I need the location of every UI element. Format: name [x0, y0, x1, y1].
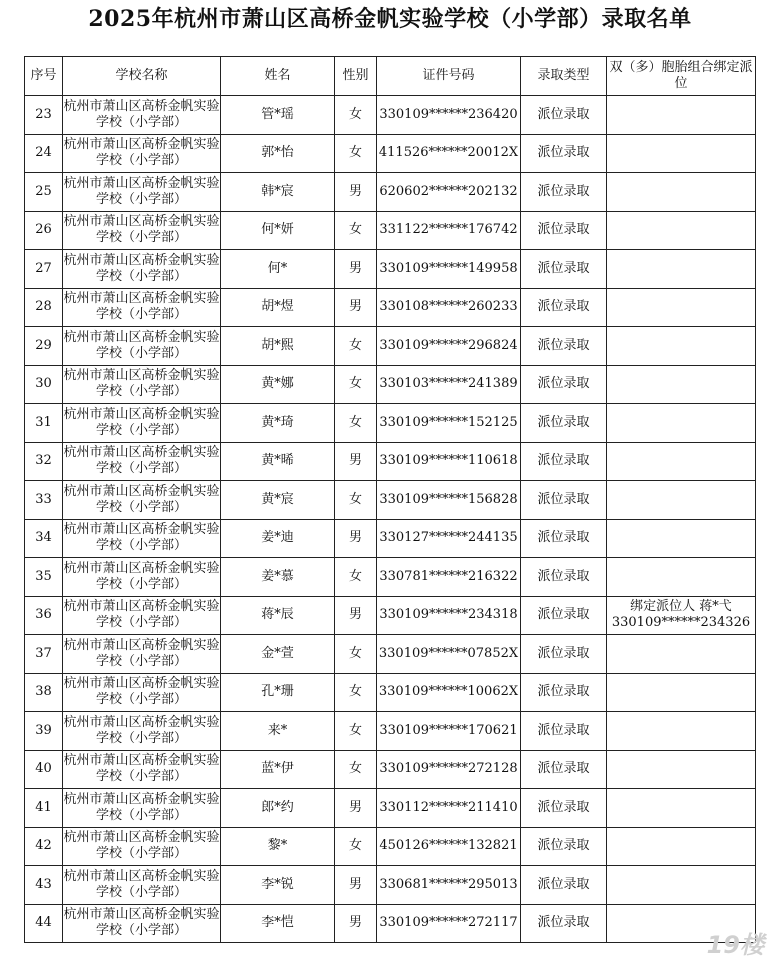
cell-school: 杭州市萧山区高桥金帆实验学校（小学部） — [63, 327, 221, 366]
table-row — [25, 481, 756, 520]
cell-id-number: 620602******202132 — [377, 173, 521, 212]
cell-school: 杭州市萧山区高桥金帆实验学校（小学部） — [63, 827, 221, 866]
cell-seq: 34 — [25, 519, 63, 558]
cell-admission-type: 派位录取 — [521, 250, 607, 289]
table-row — [25, 673, 756, 712]
cell-gender: 男 — [335, 789, 377, 828]
table-row — [25, 96, 756, 135]
cell-twin-binding — [607, 211, 756, 250]
table-row — [25, 211, 756, 250]
cell-gender: 女 — [335, 327, 377, 366]
cell-admission-type: 派位录取 — [521, 404, 607, 443]
table-body — [25, 96, 756, 943]
cell-admission-type: 派位录取 — [521, 904, 607, 943]
cell-seq: 25 — [25, 173, 63, 212]
cell-admission-type: 派位录取 — [521, 442, 607, 481]
header-row — [25, 57, 756, 96]
table-row — [25, 519, 756, 558]
cell-name: 李*恺 — [221, 904, 335, 943]
cell-name: 蒋*辰 — [221, 596, 335, 635]
table-row — [25, 442, 756, 481]
cell-id-number: 330109******272117 — [377, 904, 521, 943]
cell-school: 杭州市萧山区高桥金帆实验学校（小学部） — [63, 288, 221, 327]
table-row — [25, 635, 756, 674]
cell-admission-type: 派位录取 — [521, 635, 607, 674]
cell-admission-type: 派位录取 — [521, 558, 607, 597]
cell-gender: 女 — [335, 827, 377, 866]
cell-gender: 男 — [335, 596, 377, 635]
cell-seq: 43 — [25, 866, 63, 905]
cell-id-number: 330127******244135 — [377, 519, 521, 558]
cell-admission-type: 派位录取 — [521, 827, 607, 866]
cell-name: 黄*晞 — [221, 442, 335, 481]
cell-twin-binding — [607, 134, 756, 173]
cell-twin-binding — [607, 750, 756, 789]
cell-admission-type: 派位录取 — [521, 789, 607, 828]
cell-seq: 26 — [25, 211, 63, 250]
cell-school: 杭州市萧山区高桥金帆实验学校（小学部） — [63, 134, 221, 173]
cell-school: 杭州市萧山区高桥金帆实验学校（小学部） — [63, 442, 221, 481]
cell-school: 杭州市萧山区高桥金帆实验学校（小学部） — [63, 558, 221, 597]
cell-name: 姜*迪 — [221, 519, 335, 558]
cell-twin-binding — [607, 404, 756, 443]
cell-id-number: 330109******152125 — [377, 404, 521, 443]
cell-twin-binding — [607, 173, 756, 212]
cell-school: 杭州市萧山区高桥金帆实验学校（小学部） — [63, 635, 221, 674]
cell-name: 胡*熙 — [221, 327, 335, 366]
cell-twin-binding — [607, 712, 756, 751]
cell-seq: 37 — [25, 635, 63, 674]
cell-twin-binding — [607, 558, 756, 597]
cell-seq: 35 — [25, 558, 63, 597]
cell-gender: 女 — [335, 712, 377, 751]
cell-name: 李*锐 — [221, 866, 335, 905]
cell-admission-type: 派位录取 — [521, 519, 607, 558]
table-row — [25, 250, 756, 289]
cell-gender: 男 — [335, 442, 377, 481]
cell-admission-type: 派位录取 — [521, 96, 607, 135]
cell-school: 杭州市萧山区高桥金帆实验学校（小学部） — [63, 96, 221, 135]
cell-id-number: 330781******216322 — [377, 558, 521, 597]
cell-gender: 女 — [335, 635, 377, 674]
cell-twin-binding — [607, 481, 756, 520]
cell-gender: 女 — [335, 481, 377, 520]
cell-school: 杭州市萧山区高桥金帆实验学校（小学部） — [63, 481, 221, 520]
cell-gender: 男 — [335, 250, 377, 289]
cell-admission-type: 派位录取 — [521, 134, 607, 173]
cell-school: 杭州市萧山区高桥金帆实验学校（小学部） — [63, 211, 221, 250]
cell-name: 孔*珊 — [221, 673, 335, 712]
cell-id-number: 331122******176742 — [377, 211, 521, 250]
admission-table — [24, 56, 756, 943]
cell-admission-type: 派位录取 — [521, 288, 607, 327]
cell-school: 杭州市萧山区高桥金帆实验学校（小学部） — [63, 673, 221, 712]
cell-school: 杭州市萧山区高桥金帆实验学校（小学部） — [63, 250, 221, 289]
cell-admission-type: 派位录取 — [521, 173, 607, 212]
cell-seq: 29 — [25, 327, 63, 366]
cell-gender: 女 — [335, 673, 377, 712]
cell-seq: 30 — [25, 365, 63, 404]
cell-twin-binding — [607, 327, 756, 366]
header-gender: 性别 — [335, 57, 377, 96]
cell-admission-type: 派位录取 — [521, 673, 607, 712]
cell-admission-type: 派位录取 — [521, 211, 607, 250]
cell-gender: 女 — [335, 96, 377, 135]
table-row — [25, 789, 756, 828]
cell-name: 黄*娜 — [221, 365, 335, 404]
cell-seq: 38 — [25, 673, 63, 712]
cell-name: 姜*慕 — [221, 558, 335, 597]
cell-id-number: 450126******132821 — [377, 827, 521, 866]
cell-twin-binding — [607, 250, 756, 289]
cell-school: 杭州市萧山区高桥金帆实验学校（小学部） — [63, 750, 221, 789]
cell-name: 郭*怡 — [221, 134, 335, 173]
cell-admission-type: 派位录取 — [521, 866, 607, 905]
cell-twin-binding — [607, 866, 756, 905]
cell-admission-type: 派位录取 — [521, 365, 607, 404]
cell-id-number: 330109******236420 — [377, 96, 521, 135]
cell-id-number: 330109******10062X — [377, 673, 521, 712]
cell-gender: 男 — [335, 904, 377, 943]
cell-gender: 女 — [335, 558, 377, 597]
cell-twin-binding — [607, 442, 756, 481]
cell-name: 来* — [221, 712, 335, 751]
cell-seq: 28 — [25, 288, 63, 327]
cell-name: 何*妍 — [221, 211, 335, 250]
table-row — [25, 404, 756, 443]
cell-seq: 42 — [25, 827, 63, 866]
cell-twin-binding — [607, 789, 756, 828]
cell-twin-binding — [607, 827, 756, 866]
cell-seq: 33 — [25, 481, 63, 520]
cell-seq: 32 — [25, 442, 63, 481]
header-admission-type: 录取类型 — [521, 57, 607, 96]
table-row — [25, 866, 756, 905]
cell-name: 金*萱 — [221, 635, 335, 674]
cell-gender: 女 — [335, 404, 377, 443]
cell-seq: 36 — [25, 596, 63, 635]
cell-id-number: 330109******156828 — [377, 481, 521, 520]
cell-id-number: 330109******110618 — [377, 442, 521, 481]
cell-name: 何* — [221, 250, 335, 289]
cell-twin-binding — [607, 519, 756, 558]
cell-school: 杭州市萧山区高桥金帆实验学校（小学部） — [63, 596, 221, 635]
cell-name: 蓝*伊 — [221, 750, 335, 789]
cell-twin-binding — [607, 288, 756, 327]
table-row — [25, 827, 756, 866]
cell-twin-binding — [607, 635, 756, 674]
cell-gender: 女 — [335, 750, 377, 789]
cell-school: 杭州市萧山区高桥金帆实验学校（小学部） — [63, 173, 221, 212]
cell-admission-type: 派位录取 — [521, 596, 607, 635]
cell-seq: 23 — [25, 96, 63, 135]
cell-id-number: 330112******211410 — [377, 789, 521, 828]
table-row — [25, 750, 756, 789]
cell-seq: 40 — [25, 750, 63, 789]
cell-seq: 44 — [25, 904, 63, 943]
cell-school: 杭州市萧山区高桥金帆实验学校（小学部） — [63, 866, 221, 905]
cell-twin-binding — [607, 673, 756, 712]
cell-id-number: 330109******296824 — [377, 327, 521, 366]
cell-gender: 女 — [335, 211, 377, 250]
cell-id-number: 330109******272128 — [377, 750, 521, 789]
cell-seq: 27 — [25, 250, 63, 289]
header-seq: 序号 — [25, 57, 63, 96]
cell-seq: 39 — [25, 712, 63, 751]
cell-name: 黄*琦 — [221, 404, 335, 443]
table-row — [25, 288, 756, 327]
cell-school: 杭州市萧山区高桥金帆实验学校（小学部） — [63, 904, 221, 943]
cell-twin-binding: 绑定派位人 蒋*弋 330109******234326 — [607, 596, 756, 635]
cell-id-number: 330109******07852X — [377, 635, 521, 674]
cell-name: 黎* — [221, 827, 335, 866]
cell-admission-type: 派位录取 — [521, 481, 607, 520]
table-row — [25, 365, 756, 404]
cell-twin-binding — [607, 365, 756, 404]
site-watermark-logo: 19楼 — [706, 931, 764, 959]
cell-gender: 男 — [335, 173, 377, 212]
cell-name: 管*瑶 — [221, 96, 335, 135]
page-title: 2025年杭州市萧山区高桥金帆实验学校（小学部）录取名单 — [88, 6, 692, 32]
table-row — [25, 327, 756, 366]
table-row — [25, 712, 756, 751]
header-id-number: 证件号码 — [377, 57, 521, 96]
cell-seq: 41 — [25, 789, 63, 828]
cell-name: 韩*宸 — [221, 173, 335, 212]
cell-name: 郎*约 — [221, 789, 335, 828]
cell-school: 杭州市萧山区高桥金帆实验学校（小学部） — [63, 712, 221, 751]
cell-twin-binding — [607, 96, 756, 135]
table-row — [25, 134, 756, 173]
cell-seq: 31 — [25, 404, 63, 443]
cell-school: 杭州市萧山区高桥金帆实验学校（小学部） — [63, 789, 221, 828]
table-row — [25, 173, 756, 212]
cell-admission-type: 派位录取 — [521, 750, 607, 789]
table-row — [25, 558, 756, 597]
cell-id-number: 330109******149958 — [377, 250, 521, 289]
cell-name: 胡*煜 — [221, 288, 335, 327]
cell-admission-type: 派位录取 — [521, 327, 607, 366]
header-school: 学校名称 — [63, 57, 221, 96]
cell-admission-type: 派位录取 — [521, 712, 607, 751]
cell-id-number: 330109******170621 — [377, 712, 521, 751]
cell-id-number: 330109******234318 — [377, 596, 521, 635]
cell-school: 杭州市萧山区高桥金帆实验学校（小学部） — [63, 404, 221, 443]
cell-gender: 女 — [335, 365, 377, 404]
cell-id-number: 330681******295013 — [377, 866, 521, 905]
table-row — [25, 596, 756, 635]
cell-gender: 男 — [335, 866, 377, 905]
cell-id-number: 411526******20012X — [377, 134, 521, 173]
cell-school: 杭州市萧山区高桥金帆实验学校（小学部） — [63, 365, 221, 404]
cell-seq: 24 — [25, 134, 63, 173]
header-twin-binding: 双（多）胞胎组合绑定派位 — [607, 57, 756, 96]
cell-id-number: 330103******241389 — [377, 365, 521, 404]
cell-id-number: 330108******260233 — [377, 288, 521, 327]
cell-name: 黄*宸 — [221, 481, 335, 520]
cell-gender: 男 — [335, 519, 377, 558]
cell-gender: 女 — [335, 134, 377, 173]
header-name: 姓名 — [221, 57, 335, 96]
cell-school: 杭州市萧山区高桥金帆实验学校（小学部） — [63, 519, 221, 558]
table-row — [25, 904, 756, 943]
cell-gender: 男 — [335, 288, 377, 327]
